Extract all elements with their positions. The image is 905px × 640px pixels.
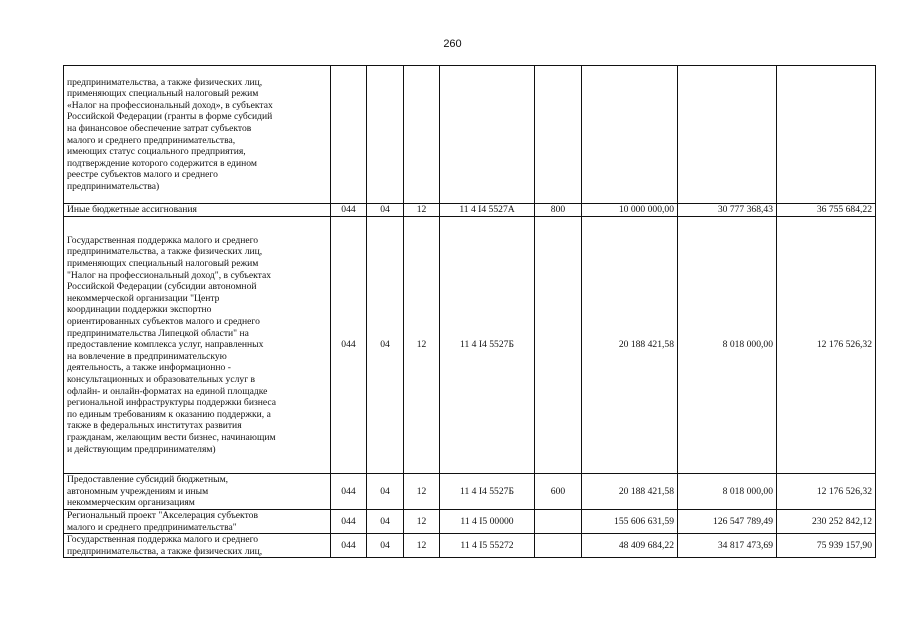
subsection-code: 12 (404, 474, 440, 510)
target-article-code (440, 66, 535, 204)
amount-year-1 (582, 66, 678, 204)
ministry-code: 044 (331, 510, 367, 534)
row-description: Государственная поддержка малого и среднего предпринимательства, а также физических лиц, (64, 534, 331, 558)
amount-year-2: 8 018 000,00 (678, 217, 777, 474)
budget-table (63, 65, 876, 558)
row-description: предпринимательства, а также физических лиц, применяющих специальный налоговый режим «Налог на профессиональный доход», в субъектах Российской Федерации (гранты в форме субсидий на финансовое обеспечение затрат субъектов малого и среднего предпринимательства, имеющих статус социального предприятия, подтверждение которого содержится в едином реестре субъектов малого и среднего предпринимательства) (64, 66, 331, 204)
row-description: Предоставление субсидий бюджетным, автономным учреждениям и иным некоммерческим организациям (64, 474, 331, 510)
section-code: 04 (367, 204, 404, 217)
expense-type-code (535, 66, 582, 204)
section-code: 04 (367, 534, 404, 558)
amount-year-1: 48 409 684,22 (582, 534, 678, 558)
row-description: Государственная поддержка малого и среднего предпринимательства, а также физических лиц, применяющих специальный налоговый режим "Налог на профессиональный доход", в субъектах Российской Федерации (субсидии автономной некоммерческой организации "Центр координации поддержки экспортно ориентированных субъектов малого и среднего предпринимательства Липецкой области" на предоставление комплекса услуг, направленных на вовлечение в предпринимательскую деятельность, а также информационно - консультационных и образовательных услуг в офлайн- и онлайн-форматах на единой площадке региональной инфраструктуры поддержки бизнеса по единым требованиям к оказанию поддержки, а также в федеральных институтах развития гражданам, желающим вести бизнес, начинающим и действующим предпринимателям) (64, 217, 331, 474)
section-code: 04 (367, 217, 404, 474)
amount-year-1: 20 188 421,58 (582, 474, 678, 510)
amount-year-2: 34 817 473,69 (678, 534, 777, 558)
expense-type-code: 600 (535, 474, 582, 510)
amount-year-3: 12 176 526,32 (777, 217, 876, 474)
amount-year-1: 155 606 631,59 (582, 510, 678, 534)
section-code: 04 (367, 510, 404, 534)
table-row (64, 217, 876, 474)
amount-year-2 (678, 66, 777, 204)
amount-year-1: 10 000 000,00 (582, 204, 678, 217)
subsection-code: 12 (404, 510, 440, 534)
row-description: Региональный проект "Акселерация субъектов малого и среднего предпринимательства" (64, 510, 331, 534)
ministry-code: 044 (331, 204, 367, 217)
amount-year-2: 8 018 000,00 (678, 474, 777, 510)
section-code: 04 (367, 474, 404, 510)
target-article-code: 11 4 I5 00000 (440, 510, 535, 534)
amount-year-3: 230 252 842,12 (777, 510, 876, 534)
section-code (367, 66, 404, 204)
expense-type-code (535, 217, 582, 474)
table-row (64, 534, 876, 558)
subsection-code: 12 (404, 534, 440, 558)
expense-type-code (535, 534, 582, 558)
amount-year-1: 20 188 421,58 (582, 217, 678, 474)
amount-year-3: 12 176 526,32 (777, 474, 876, 510)
subsection-code: 12 (404, 204, 440, 217)
target-article-code: 11 4 I4 5527Б (440, 217, 535, 474)
row-description: Иные бюджетные ассигнования (64, 204, 331, 217)
amount-year-3 (777, 66, 876, 204)
expense-type-code: 800 (535, 204, 582, 217)
amount-year-3: 36 755 684,22 (777, 204, 876, 217)
page-number: 260 (443, 38, 462, 50)
ministry-code (331, 66, 367, 204)
target-article-code: 11 4 I4 5527Б (440, 474, 535, 510)
table-row (64, 474, 876, 510)
subsection-code: 12 (404, 217, 440, 474)
ministry-code: 044 (331, 217, 367, 474)
expense-type-code (535, 510, 582, 534)
subsection-code (404, 66, 440, 204)
ministry-code: 044 (331, 474, 367, 510)
target-article-code: 11 4 I5 55272 (440, 534, 535, 558)
ministry-code: 044 (331, 534, 367, 558)
table-row (64, 510, 876, 534)
amount-year-3: 75 939 157,90 (777, 534, 876, 558)
table-row (64, 204, 876, 217)
amount-year-2: 126 547 789,49 (678, 510, 777, 534)
amount-year-2: 30 777 368,43 (678, 204, 777, 217)
target-article-code: 11 4 I4 5527А (440, 204, 535, 217)
table-row (64, 66, 876, 204)
